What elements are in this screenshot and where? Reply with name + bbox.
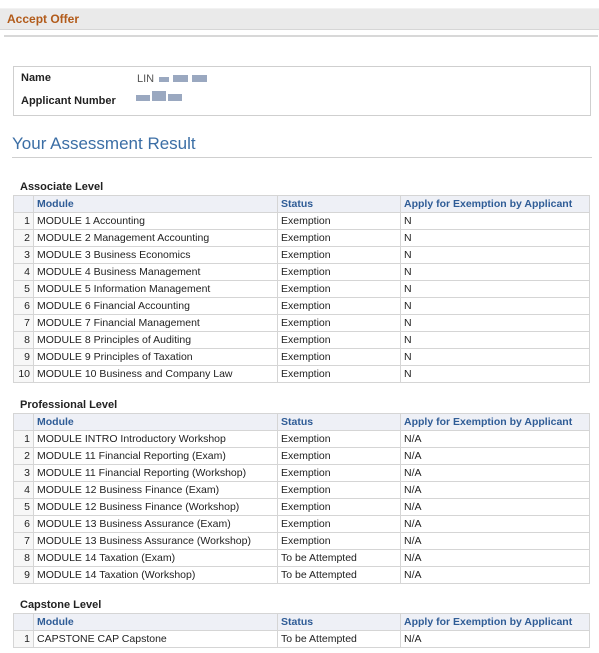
apply-exemption-cell: N/A [401,631,590,648]
status-cell: To be Attempted [278,567,401,584]
status-cell: Exemption [278,431,401,448]
status-cell: Exemption [278,281,401,298]
row-number: 9 [14,349,34,366]
name-label: Name [21,72,51,84]
table-row [14,499,590,516]
row-number: 5 [14,499,34,516]
status-cell: Exemption [278,230,401,247]
status-cell: Exemption [278,533,401,550]
redacted-block [159,77,169,82]
table-row [14,431,590,448]
status-column-header: Status [278,414,401,431]
table-header-row [14,414,590,431]
redacted-block [168,94,182,101]
module-cell: MODULE 11 Financial Reporting (Exam) [34,448,278,465]
status-cell: Exemption [278,298,401,315]
redacted-block [192,75,207,82]
row-number: 1 [14,631,34,648]
table-row [14,366,590,383]
apply-exemption-cell: N/A [401,567,590,584]
professional-level-title: Professional Level [20,399,118,411]
apply-exemption-cell: N/A [401,465,590,482]
table-header-row [14,614,590,631]
apply-exemption-column-header: Apply for Exemption by Applicant [401,196,590,213]
row-number: 9 [14,567,34,584]
apply-exemption-cell: N/A [401,550,590,567]
module-cell: MODULE 9 Principles of Taxation [34,349,278,366]
table-row [14,349,590,366]
module-cell: MODULE 14 Taxation (Workshop) [34,567,278,584]
apply-exemption-cell: N/A [401,533,590,550]
module-cell: MODULE 11 Financial Reporting (Workshop) [34,465,278,482]
applicant-number-label: Applicant Number [21,95,116,107]
index-column-header [14,614,34,631]
row-number: 2 [14,230,34,247]
row-number: 3 [14,247,34,264]
row-number: 4 [14,482,34,499]
apply-exemption-cell: N/A [401,431,590,448]
module-cell: MODULE 14 Taxation (Exam) [34,550,278,567]
redacted-block [173,75,188,82]
table-header-row [14,196,590,213]
header-divider [4,35,598,37]
status-column-header: Status [278,196,401,213]
table-row [14,516,590,533]
table-row [14,230,590,247]
apply-exemption-cell: N/A [401,499,590,516]
table-row [14,213,590,230]
module-cell: MODULE 3 Business Economics [34,247,278,264]
status-cell: Exemption [278,264,401,281]
row-number: 7 [14,315,34,332]
associate-level-title: Associate Level [20,181,104,193]
status-cell: Exemption [278,366,401,383]
module-cell: MODULE 10 Business and Company Law [34,366,278,383]
apply-exemption-cell: N [401,213,590,230]
page-header [0,8,599,30]
apply-exemption-cell: N/A [401,482,590,499]
row-number: 6 [14,516,34,533]
assessment-heading: Your Assessment Result [12,134,196,153]
apply-exemption-column-header: Apply for Exemption by Applicant [401,414,590,431]
module-cell: MODULE INTRO Introductory Workshop [34,431,278,448]
index-column-header [14,196,34,213]
professional-level-table [13,413,590,584]
status-cell: Exemption [278,247,401,264]
table-row [14,264,590,281]
status-cell: Exemption [278,448,401,465]
table-row [14,298,590,315]
table-row [14,631,590,648]
capstone-level-title: Capstone Level [20,599,102,611]
redacted-block [152,91,166,101]
row-number: 5 [14,281,34,298]
status-cell: Exemption [278,465,401,482]
apply-exemption-cell: N/A [401,448,590,465]
status-column-header: Status [278,614,401,631]
applicant-info-box [13,66,591,116]
redacted-block [136,95,150,101]
table-row [14,550,590,567]
associate-level-table [13,195,590,383]
table-row [14,448,590,465]
status-cell: Exemption [278,315,401,332]
module-cell: MODULE 7 Financial Management [34,315,278,332]
table-row [14,247,590,264]
table-row [14,332,590,349]
module-column-header: Module [34,414,278,431]
apply-exemption-cell: N [401,366,590,383]
module-column-header: Module [34,614,278,631]
status-cell: Exemption [278,332,401,349]
apply-exemption-column-header: Apply for Exemption by Applicant [401,614,590,631]
module-cell: MODULE 1 Accounting [34,213,278,230]
name-value: LIN [137,73,155,85]
heading-divider [12,157,592,158]
module-cell: MODULE 8 Principles of Auditing [34,332,278,349]
index-column-header [14,414,34,431]
status-cell: Exemption [278,213,401,230]
apply-exemption-cell: N [401,264,590,281]
row-number: 7 [14,533,34,550]
apply-exemption-cell: N/A [401,516,590,533]
row-number: 3 [14,465,34,482]
status-cell: To be Attempted [278,631,401,648]
apply-exemption-cell: N [401,230,590,247]
table-row [14,315,590,332]
apply-exemption-cell: N [401,332,590,349]
row-number: 4 [14,264,34,281]
table-row [14,533,590,550]
status-cell: Exemption [278,349,401,366]
apply-exemption-cell: N [401,247,590,264]
module-cell: MODULE 5 Information Management [34,281,278,298]
module-cell: MODULE 12 Business Finance (Workshop) [34,499,278,516]
status-cell: Exemption [278,499,401,516]
row-number: 6 [14,298,34,315]
row-number: 10 [14,366,34,383]
page-title: Accept Offer [7,12,80,26]
row-number: 8 [14,550,34,567]
table-row [14,482,590,499]
apply-exemption-cell: N [401,349,590,366]
capstone-level-table [13,613,590,648]
module-cell: MODULE 12 Business Finance (Exam) [34,482,278,499]
row-number: 1 [14,431,34,448]
apply-exemption-cell: N [401,298,590,315]
module-cell: MODULE 2 Management Accounting [34,230,278,247]
status-cell: Exemption [278,516,401,533]
row-number: 8 [14,332,34,349]
module-cell: MODULE 4 Business Management [34,264,278,281]
module-column-header: Module [34,196,278,213]
module-cell: MODULE 13 Business Assurance (Workshop) [34,533,278,550]
table-row [14,567,590,584]
module-cell: MODULE 6 Financial Accounting [34,298,278,315]
status-cell: To be Attempted [278,550,401,567]
row-number: 2 [14,448,34,465]
module-cell: CAPSTONE CAP Capstone [34,631,278,648]
apply-exemption-cell: N [401,315,590,332]
table-row [14,281,590,298]
table-row [14,465,590,482]
module-cell: MODULE 13 Business Assurance (Exam) [34,516,278,533]
status-cell: Exemption [278,482,401,499]
apply-exemption-cell: N [401,281,590,298]
row-number: 1 [14,213,34,230]
